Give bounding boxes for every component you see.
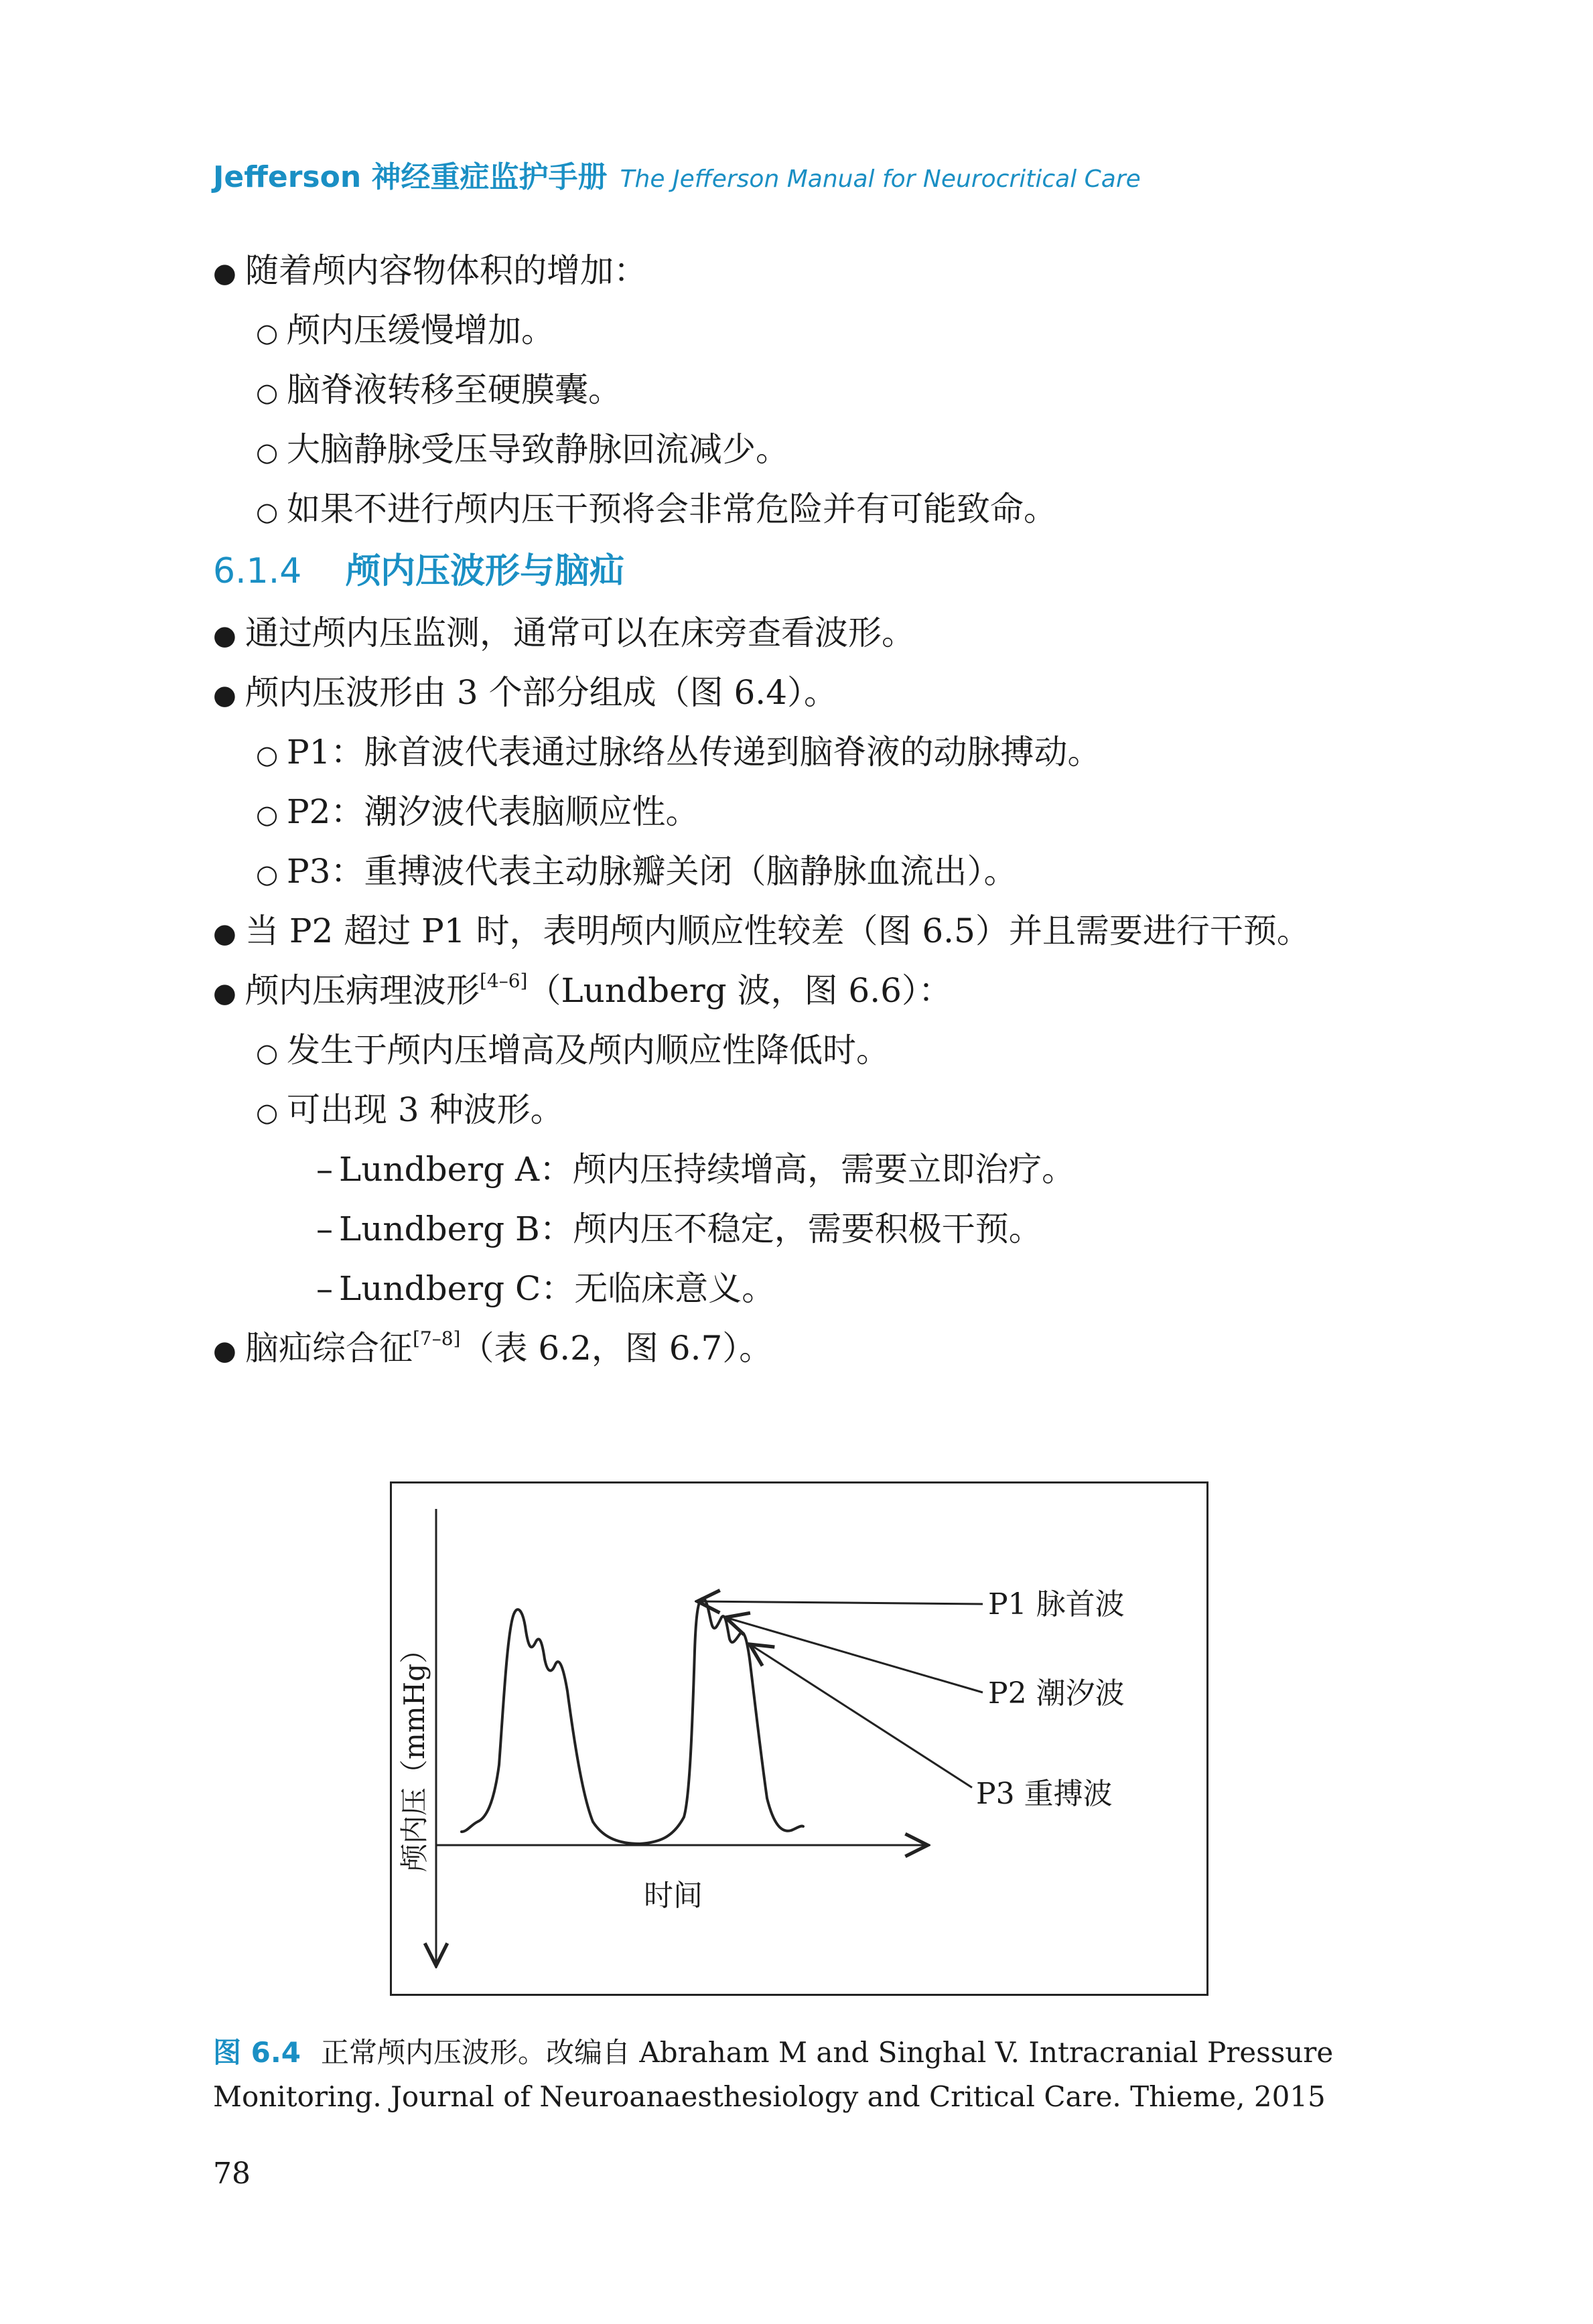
circle-bullet-icon: ○: [256, 437, 279, 467]
circle-bullet-icon: ○: [256, 378, 279, 407]
list-item: ● 当 P2 超过 P1 时，表明颅内顺应性较差（图 6.5）并且需要进行干预。: [213, 901, 1392, 961]
bullet-icon: ●: [213, 620, 236, 651]
circle-bullet-icon: ○: [256, 497, 279, 526]
bullet-icon: ●: [213, 918, 236, 949]
waveform-line: [462, 1599, 803, 1844]
section-number: 6.1.4: [213, 551, 302, 591]
circle-bullet-icon: ○: [256, 1038, 279, 1068]
list-item: ● 颅内压波形由 3 个部分组成（图 6.4）。: [213, 663, 1392, 723]
circle-bullet-icon: ○: [256, 859, 279, 889]
body-text: [213, 241, 1392, 1378]
circle-bullet-icon: ○: [256, 740, 279, 770]
bullet-icon: ●: [213, 680, 236, 711]
section-heading: [213, 539, 1392, 603]
circle-bullet-icon: ○: [256, 318, 279, 348]
p2-pointer: [725, 1617, 983, 1692]
citation: [4–6]: [480, 970, 528, 992]
p3-label: P3 重搏波: [976, 1777, 1113, 1811]
page-number: 78: [213, 2157, 251, 2191]
list-item: ○ 发生于颅内压增高及颅内顺应性降低时。: [213, 1021, 1392, 1080]
list-item: ● 脑疝综合征[7–8]（表 6.2，图 6.7）。: [213, 1319, 1392, 1378]
list-item: ● 随着颅内容物体积的增加：: [213, 241, 1392, 301]
list-item: – Lundberg C：无临床意义。: [213, 1259, 1392, 1319]
circle-bullet-icon: ○: [256, 1098, 279, 1127]
header-title-zh: Jefferson 神经重症监护手册: [213, 160, 608, 194]
caption-text: 正常颅内压波形。改编自 Abraham M and Singhal V. Intracranial Pressure Monitoring. Journal of Neuroanaesthesiology and Critical Care. Thieme, 2015: [213, 2036, 1334, 2113]
citation: [7–8]: [413, 1327, 461, 1350]
p3-pointer: [750, 1644, 972, 1788]
dash-bullet-icon: –: [316, 1150, 333, 1189]
list-item: ○ 可出现 3 种波形。: [213, 1080, 1392, 1140]
list-item: ● 通过颅内压监测，通常可以在床旁查看波形。: [213, 603, 1392, 663]
icp-waveform-diagram: [392, 1483, 1206, 1994]
list-item: ○ 如果不进行颅内压干预将会非常危险并有可能致命。: [213, 480, 1392, 539]
p1-pointer: [697, 1601, 983, 1604]
dash-bullet-icon: –: [316, 1269, 333, 1308]
dash-bullet-icon: –: [316, 1210, 333, 1248]
list-item: ○ 大脑静脉受压导致静脉回流减少。: [213, 420, 1392, 480]
figure-caption: [213, 2031, 1392, 2119]
list-item: ○ P3：重搏波代表主动脉瓣关闭（脑静脉血流出）。: [213, 842, 1392, 901]
list-item: ○ 脑脊液转移至硬膜囊。: [213, 360, 1392, 420]
header-title-en: The Jefferson Manual for Neurocritical Care: [620, 165, 1141, 193]
y-axis-label: 颅内压（mmHg）: [398, 1635, 431, 1872]
list-item: – Lundberg B：颅内压不稳定，需要积极干预。: [213, 1200, 1392, 1259]
list-item: – Lundberg A：颅内压持续增高，需要立即治疗。: [213, 1140, 1392, 1200]
figure-label: 图 6.4: [213, 2036, 301, 2069]
circle-bullet-icon: ○: [256, 800, 279, 829]
icp-waveform-figure: [390, 1481, 1208, 1996]
bullet-icon: ●: [213, 258, 236, 289]
list-item: ○ P2：潮汐波代表脑顺应性。: [213, 782, 1392, 842]
bullet-icon: ●: [213, 978, 236, 1009]
running-header: [213, 153, 1141, 196]
list-item: ○ P1：脉首波代表通过脉络丛传递到脑脊液的动脉搏动。: [213, 723, 1392, 782]
list-item: ● 颅内压病理波形[4–6]（Lundberg 波，图 6.6）：: [213, 961, 1392, 1021]
list-item: ○ 颅内压缓慢增加。: [213, 301, 1392, 360]
x-axis-label: 时间: [644, 1879, 703, 1913]
section-title: 颅内压波形与脑疝: [346, 551, 625, 591]
p2-label: P2 潮汐波: [988, 1676, 1125, 1711]
bullet-icon: ●: [213, 1335, 236, 1366]
p1-label: P1 脉首波: [988, 1587, 1125, 1621]
